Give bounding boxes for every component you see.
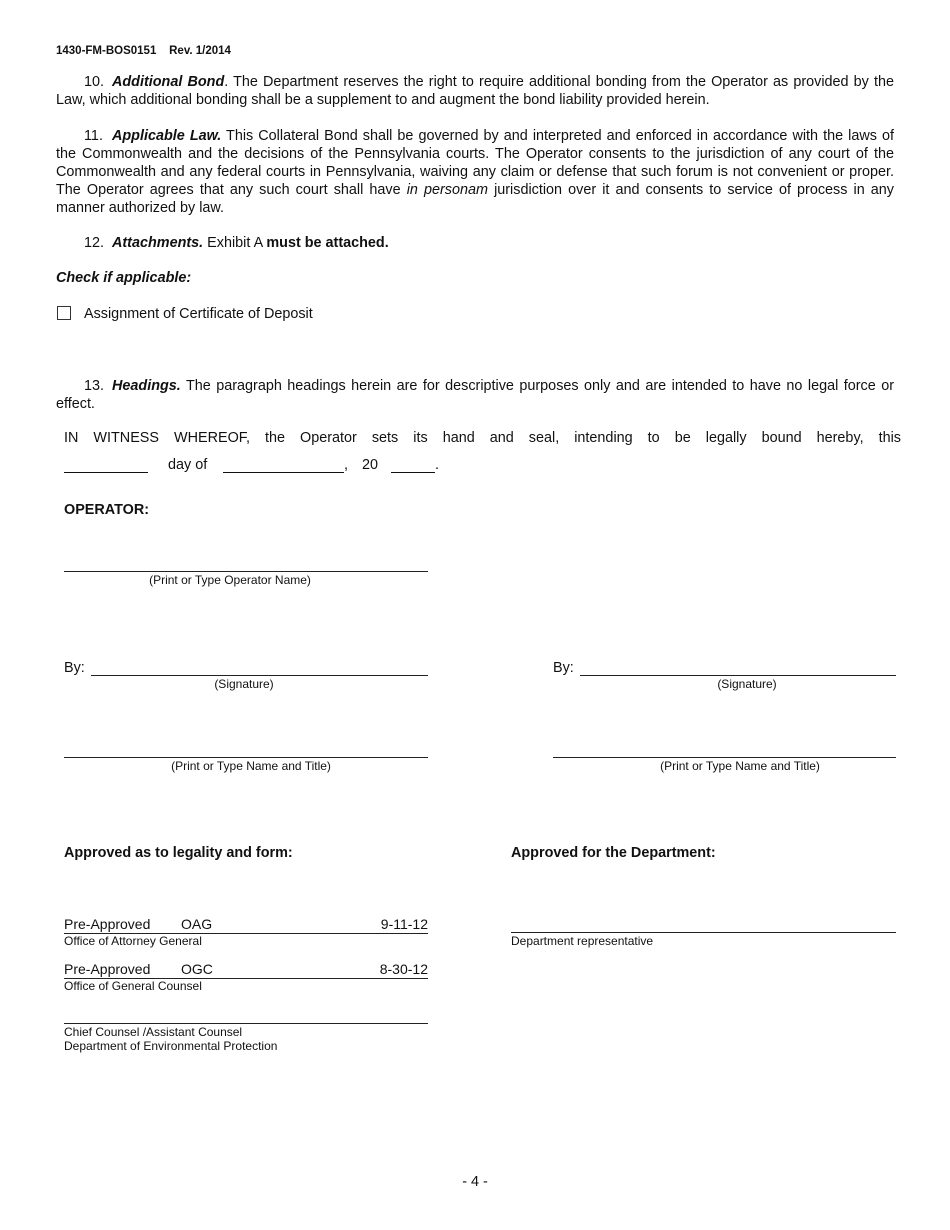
section-11-text-before: This Collateral Bond shall be governed by and interpreted and enforced in accordance with the laws of the Commonwealth and the decisions of the Pennsylvania courts. The Operator consents to the jurisdiction of any court of the Commonwealth and any federal courts in Pennsylvania, waiving any claim or defense that such forum is not convenient or proper. The Operator agrees that any such court shall have xyxy=(56,128,894,198)
approved-legality-heading: Approved as to legality and form: xyxy=(64,845,293,861)
certificate-of-deposit-label: Assignment of Certificate of Deposit xyxy=(84,306,313,322)
witness-text: IN WITNESS WHEREOF, the Operator sets its hand and seal, intending to be legally bound hereby, this xyxy=(64,430,901,446)
oag-status: Pre-Approved xyxy=(64,916,151,932)
section-13-text: The paragraph headings herein are for descriptive purposes only and are intended to have no legal force or effect. xyxy=(56,378,894,412)
operator-label: OPERATOR: xyxy=(64,502,150,518)
signature-caption-left: (Signature) xyxy=(214,677,274,691)
check-if-applicable-heading: Check if applicable: xyxy=(56,270,192,286)
section-10-text: The Department reserves the right to require additional bonding from the Operator as provided by the Law, which additional bonding shall be a supplement to and augment the bond liability provided herein. xyxy=(56,74,895,108)
name-title-line-right[interactable] xyxy=(553,757,896,758)
section-11 xyxy=(56,127,894,217)
section-12-text: Exhibit A xyxy=(203,235,267,251)
oag-date: 9-11-12 xyxy=(380,916,428,932)
department-representative-line[interactable] xyxy=(511,932,896,933)
month-comma: , xyxy=(344,457,348,473)
chief-counsel-caption: Chief Counsel /Assistant Counsel xyxy=(64,1025,243,1039)
year-field[interactable] xyxy=(391,458,435,473)
by-label-left: By: xyxy=(64,660,85,676)
witness-period: . xyxy=(435,457,439,473)
ogc-status: Pre-Approved xyxy=(64,961,151,977)
approved-department-heading: Approved for the Department: xyxy=(511,845,716,861)
section-13-number: 13. xyxy=(84,378,105,394)
section-11-heading: Applicable Law. xyxy=(112,128,222,144)
oag-office-caption: Office of Attorney General xyxy=(64,934,202,948)
ogc-abbr: OGC xyxy=(181,961,213,977)
day-field[interactable] xyxy=(64,458,148,473)
form-number: 1430-FM-BOS0151 Rev. 1/2014 xyxy=(56,45,231,57)
name-title-line-left[interactable] xyxy=(64,757,428,758)
certificate-of-deposit-checkbox[interactable] xyxy=(57,306,71,320)
chief-counsel-signature-line[interactable] xyxy=(64,1023,428,1024)
dep-caption: Department of Environmental Protection xyxy=(64,1039,278,1053)
section-10-number: 10. xyxy=(84,74,105,90)
section-12-number: 12. xyxy=(84,235,105,251)
section-12-heading: Attachments. xyxy=(112,235,204,251)
section-10 xyxy=(56,73,894,109)
by-label-right: By: xyxy=(553,660,574,676)
name-title-caption-right: (Print or Type Name and Title) xyxy=(660,759,820,773)
ogc-date: 8-30-12 xyxy=(379,961,428,977)
oag-approval-row xyxy=(64,916,428,934)
year-prefix: 20 xyxy=(362,457,379,473)
section-11-text-after: jurisdiction over it and consents to service of process in any manner authorized by law. xyxy=(56,182,895,216)
section-12-text-bold: must be attached. xyxy=(266,235,389,251)
day-of-label: day of xyxy=(168,457,208,473)
month-field[interactable] xyxy=(223,458,344,473)
section-10-heading: Additional Bond xyxy=(112,74,225,90)
department-representative-caption: Department representative xyxy=(511,934,654,948)
name-title-caption-left: (Print or Type Name and Title) xyxy=(171,759,331,773)
signature-line-right[interactable] xyxy=(580,675,896,676)
section-11-number: 11. xyxy=(84,128,103,144)
operator-name-caption: (Print or Type Operator Name) xyxy=(149,573,311,587)
section-12 xyxy=(56,234,894,252)
signature-line-left[interactable] xyxy=(91,675,428,676)
section-13 xyxy=(56,377,894,413)
signature-caption-right: (Signature) xyxy=(717,677,777,691)
section-13-heading: Headings. xyxy=(112,378,181,394)
page-number: - 4 - xyxy=(462,1174,488,1190)
ogc-office-caption: Office of General Counsel xyxy=(64,979,202,993)
operator-name-line[interactable] xyxy=(64,571,428,572)
ogc-approval-row xyxy=(64,961,428,979)
oag-abbr: OAG xyxy=(181,916,213,932)
section-11-text-italic: in personam xyxy=(406,182,488,198)
section-10-heading-punct: . xyxy=(224,74,229,90)
